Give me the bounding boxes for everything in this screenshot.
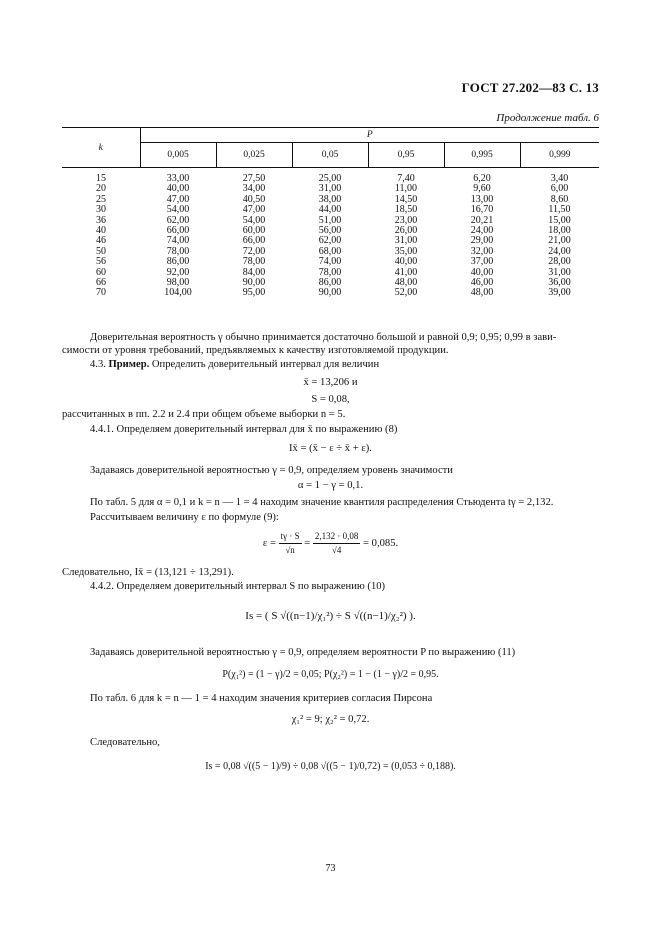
value-cell: 104,00 — [164, 287, 192, 299]
value-cell: 92,00 — [166, 266, 190, 278]
section-4-3: 4.3. Пример. Определить доверительный интервал для величин — [90, 359, 380, 370]
paragraph-pearson: По табл. 6 для k = n — 1 = 4 находим значения критериев согласия Пирсона — [90, 693, 433, 704]
value-cell: 48,00 — [470, 287, 494, 299]
table-row — [62, 288, 599, 298]
value-cell: 86,00 — [318, 277, 342, 289]
value-cell: 90,00 — [242, 277, 266, 289]
eq-chi-values: χ₁² = 9; χ₂² = 0,72. — [291, 714, 370, 725]
value-cell: 13,00 — [470, 193, 494, 205]
value-cell: 34,00 — [242, 183, 266, 195]
k-cell: 30 — [96, 204, 106, 216]
value-cell: 62,00 — [318, 235, 342, 247]
k-cell: 40 — [96, 225, 106, 237]
value-cell: 14,50 — [394, 193, 418, 205]
value-cell: 78,00 — [318, 266, 342, 278]
paragraph-calc-eps: Рассчитываем величину ε по формуле (9): — [90, 512, 279, 523]
value-cell: 54,00 — [166, 204, 190, 216]
value-cell: 3,40 — [550, 173, 569, 184]
value-cell: 62,00 — [166, 214, 190, 226]
value-cell: 33,00 — [166, 173, 190, 184]
paragraph-student: По табл. 5 для α = 0,1 и k = n — 1 = 4 находим значение квантиля распределения Стьюдента tγ = 2,132. — [90, 497, 554, 508]
eq-interval-s: Is = ( S √((n−1)/χ₁²) ÷ S √((n−1)/χ₂²) ). — [245, 610, 416, 622]
k-cell: 25 — [96, 193, 106, 205]
k-cell: 46 — [96, 235, 106, 247]
paragraph-significance: Задаваясь доверительной вероятностью γ = 0,9, определяем уровень значимости — [90, 465, 453, 476]
value-cell: 24,00 — [548, 245, 571, 257]
value-cell: 41,00 — [394, 266, 418, 278]
value-cell: 18,50 — [394, 204, 418, 216]
value-cell: 29,00 — [470, 235, 494, 247]
eq-x-mean: x̄ = 13,206 и — [303, 377, 358, 388]
result-interval-x: Следовательно, Ix̄ = (13,121 ÷ 13,291). — [62, 567, 234, 578]
value-cell: 60,00 — [242, 225, 266, 237]
value-cell: 90,00 — [318, 287, 342, 299]
k-cell: 20 — [96, 183, 106, 195]
value-cell: 86,00 — [166, 256, 190, 268]
value-cell: 31,00 — [318, 183, 342, 195]
value-cell: 40,00 — [394, 256, 418, 268]
value-cell: 74,00 — [166, 235, 190, 247]
quantile-table — [62, 127, 599, 299]
value-cell: 56,00 — [318, 225, 342, 237]
k-cell: 56 — [96, 256, 106, 268]
value-cell: 7,40 — [397, 173, 415, 184]
value-cell: 84,00 — [242, 266, 266, 278]
value-cell: 25,00 — [318, 173, 342, 184]
k-cell: 15 — [96, 173, 106, 184]
p-value-header: 0,995 — [444, 143, 520, 168]
value-cell: 31,00 — [394, 235, 418, 247]
value-cell: 31,00 — [548, 266, 571, 278]
value-cell: 98,00 — [166, 277, 190, 289]
table-row — [62, 168, 599, 185]
value-cell: 52,00 — [394, 287, 418, 299]
value-cell: 46,00 — [470, 277, 494, 289]
value-cell: 37,00 — [470, 256, 494, 268]
p-header: P — [140, 128, 599, 143]
value-cell: 39,00 — [548, 287, 571, 299]
k-cell: 66 — [96, 277, 106, 289]
value-cell: 66,00 — [166, 225, 190, 237]
value-cell: 24,00 — [470, 225, 494, 237]
p-value-header: 0,025 — [216, 143, 292, 168]
section-4-4-1: 4.4.1. Определяем доверительный интервал для x̄ по выражению (8) — [90, 424, 398, 435]
value-cell: 9,60 — [473, 183, 491, 195]
value-cell: 72,00 — [242, 245, 266, 257]
eq-alpha: α = 1 − γ = 0,1. — [297, 480, 364, 491]
value-cell: 27,50 — [242, 173, 266, 184]
page-number: 73 — [325, 863, 336, 874]
value-cell: 28,00 — [548, 256, 571, 268]
value-cell: 32,00 — [470, 245, 494, 257]
value-cell: 74,00 — [318, 256, 342, 268]
value-cell: 40,00 — [470, 266, 494, 278]
value-cell: 35,00 — [394, 245, 418, 257]
p-value-header: 0,005 — [140, 143, 216, 168]
eq-epsilon: ε = $\frac{t\gamma \cdot S}{√n}$ = $\frac{2,132 \cdot 0,08}{√4}$ = 0,085. — [262, 531, 399, 555]
value-cell: 48,00 — [394, 277, 418, 289]
value-cell: 44,00 — [318, 204, 342, 216]
value-cell: 11,00 — [394, 183, 418, 195]
value-cell: 21,00 — [548, 235, 571, 247]
k-cell: 70 — [96, 287, 106, 299]
value-cell: 6,00 — [550, 183, 569, 195]
k-column-header: k — [62, 128, 140, 168]
k-cell: 60 — [96, 266, 106, 278]
value-cell: 51,00 — [318, 214, 342, 226]
table-continuation-caption: Продолжение табл. 6 — [496, 112, 599, 124]
value-cell: 40,50 — [242, 193, 266, 205]
value-cell: 26,00 — [394, 225, 418, 237]
value-cell: 47,00 — [166, 193, 190, 205]
value-cell: 47,00 — [242, 204, 266, 216]
value-cell: 66,00 — [242, 235, 266, 247]
value-cell: 16,70 — [470, 204, 494, 216]
eq-s: S = 0,08, — [311, 394, 350, 405]
value-cell: 15,00 — [548, 214, 571, 226]
eq-probabilities: P(χ₁²) = (1 − γ)/2 = 0,05; P(χ₂²) = 1 − (1 − γ)/2 = 0,95. — [222, 669, 439, 680]
p-value-header: 0,95 — [368, 143, 444, 168]
value-cell: 78,00 — [166, 245, 190, 257]
value-cell: 68,00 — [318, 245, 342, 257]
paragraph-probability: Задаваясь доверительной вероятностью γ = 0,9, определяем вероятности P по выражению (11) — [90, 647, 516, 658]
value-cell: 78,00 — [242, 256, 266, 268]
k-cell: 36 — [96, 214, 106, 226]
eq-final-interval-s: Is = 0,08 √((5 − 1)/9) ÷ 0,08 √((5 − 1)/0,72) = (0,053 ÷ 0,188). — [205, 761, 456, 772]
value-cell: 38,00 — [318, 193, 342, 205]
value-cell: 40,00 — [166, 183, 190, 195]
value-cell: 18,00 — [548, 225, 571, 237]
value-cell: 36,00 — [548, 277, 571, 289]
page-header: ГОСТ 27.202—83 С. 13 — [461, 80, 599, 95]
paragraph-confidence: Доверительная вероятность γ обычно принимается достаточно большой и равной 0,9; 0,95; 0,99 в зави- симости от уровня требований, предъявляемых к качеству изготовляемой продукции. — [62, 332, 557, 356]
eq-interval-x: Ix̄ = (x̄ − ε ÷ x̄ + ε). — [289, 443, 372, 454]
p-value-header: 0,05 — [292, 143, 368, 168]
k-cell: 50 — [96, 245, 106, 257]
value-cell: 6,20 — [473, 173, 491, 184]
value-cell: 23,00 — [394, 214, 418, 226]
value-cell: 54,00 — [242, 214, 266, 226]
result-label: Следовательно, — [90, 737, 160, 748]
value-cell: 20,21 — [470, 214, 494, 226]
value-cell: 8,60 — [550, 193, 569, 205]
value-cell: 11,50 — [548, 204, 571, 216]
section-4-4-2: 4.4.2. Определяем доверительный интервал S по выражению (10) — [90, 581, 386, 592]
p-value-header: 0,999 — [520, 143, 599, 168]
value-cell: 95,00 — [242, 287, 266, 299]
paragraph-sample-size: рассчитанных в пп. 2.2 и 2.4 при общем объеме выборки n = 5. — [62, 409, 346, 420]
